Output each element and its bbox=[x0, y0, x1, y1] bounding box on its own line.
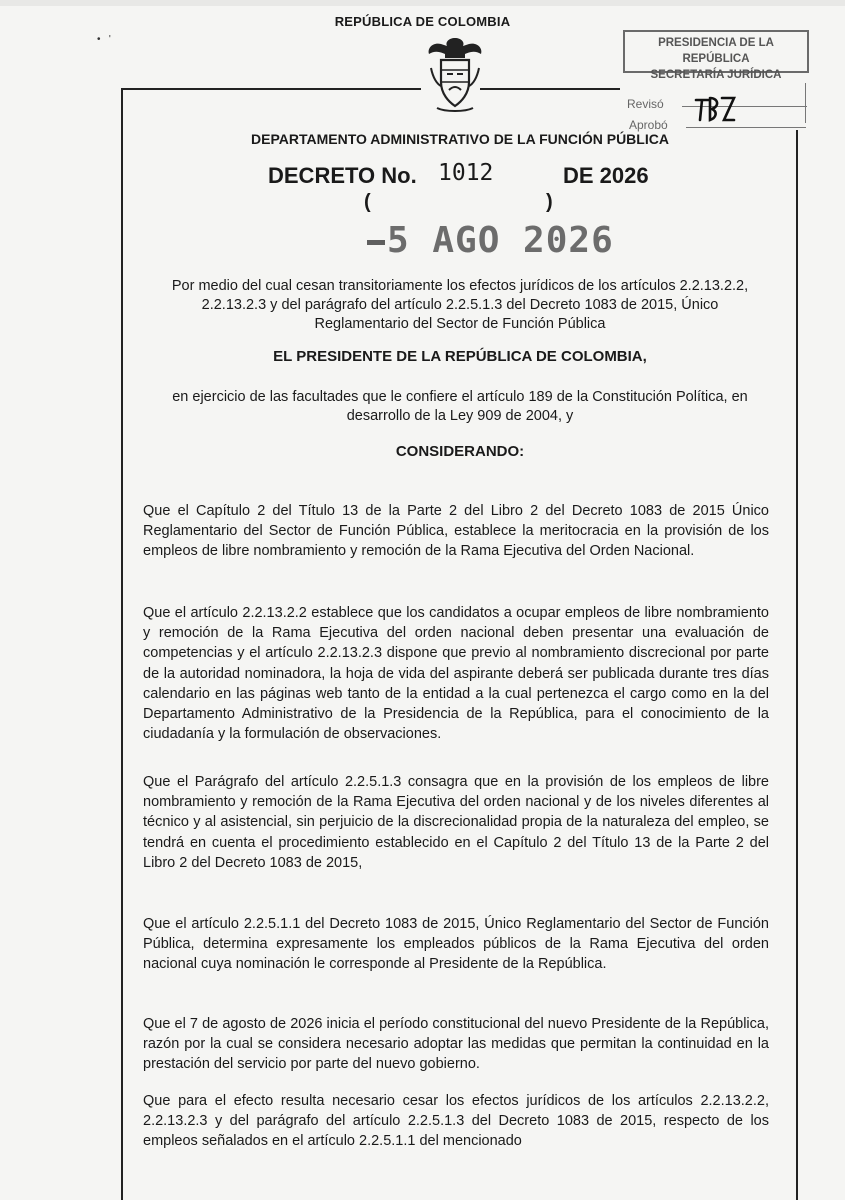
stamp-rule bbox=[805, 83, 806, 123]
considering-paragraph: Que el 7 de agosto de 2026 inicia el período constitucional del nuevo Presidente de la República, razón por la cual se considera necesario adoptar las medidas que permitan la continuidad en la prestación del servicio por parte del nuevo gobierno. bbox=[143, 1016, 769, 1073]
president-heading: EL PRESIDENTE DE LA REPÚBLICA DE COLOMBIA, bbox=[273, 348, 647, 365]
legal-secretariat-stamp bbox=[623, 30, 809, 81]
considering-paragraph: Que el Parágrafo del artículo 2.2.5.1.3 consagra que en la provisión de los empleos de libre nombramiento y remoción de la Rama Ejecutiva del orden nacional y de los niveles diferentes al técnico y al asistencial, sin perjuicio de la discrecionalidad propia de la naturaleza del empleo, se tendrá en cuenta el procedimiento establecido en el Capítulo 2 del Título 13 de la Parte 2 del Libro 2 del Decreto 1083 de 2015, bbox=[143, 774, 769, 871]
stamp-rule bbox=[686, 127, 806, 128]
considering-paragraph: Que el artículo 2.2.5.1.1 del Decreto 1083 de 2015, Único Reglamentario del Sector de Función Pública, determina expresamente los empleados públicos de la Rama Ejecutiva del orden nacional cuya nominación le corresponde al Presidente de la República. bbox=[143, 916, 769, 973]
scan-mark: • ' bbox=[97, 34, 111, 45]
decree-label: DECRETO No. bbox=[268, 163, 417, 188]
considering-paragraph: Que el Capítulo 2 del Título 13 de la Parte 2 del Libro 2 del Decreto 1083 de 2015 Único Reglamentario del Sector de Función Pública, establece la meritocracia en la provisión de los empleos de libre nombramiento y remoción de la Rama Ejecutiva del Orden Nacional. bbox=[143, 503, 769, 560]
paren-close: ) bbox=[546, 191, 553, 213]
considering-paragraph: Que para el efecto resulta necesario cesar los efectos jurídicos de los artículos 2.2.13.2.2, 2.2.13.2.3 y del parágrafo del artículo 2.2.5.1.3 del Decreto 1083 de 2015, respecto de los empleos señalados en el artículo 2.2.5.1.1 del mencionado bbox=[143, 1093, 769, 1150]
frame-left-rule bbox=[121, 88, 123, 1200]
department-header: DEPARTAMENTO ADMINISTRATIVO DE LA FUNCIÓN PÚBLICA bbox=[251, 131, 669, 147]
frame-right-rule bbox=[796, 130, 798, 1200]
stamp-approved-label: Aprobó bbox=[629, 118, 668, 132]
decree-title: Por medio del cual cesan transitoriamente los efectos jurídicos de los artículos 2.2.13.2.2, 2.2.13.2.3 y del parágrafo del artículo 2.2.5.1.3 del Decreto 1083 de 2015, Único Reglamentario del Sector de Función Pública bbox=[171, 278, 749, 332]
frame-top-rule bbox=[121, 88, 421, 90]
considering-heading: CONSIDERANDO: bbox=[395, 443, 525, 460]
considering-paragraph: Que el artículo 2.2.13.2.2 establece que los candidatos a ocupar empleos de libre nombramiento y remoción de la Rama Ejecutiva del orden nacional deben presentar una evaluación de competencias y el artículo 2.2.13.2.3 dispone que previo al nombramiento discrecional por parte de la autoridad nominadora, la hoja de vida del aspirante deberá ser publicada durante tres días calendario en las páginas web tanto de la entidad a la cual pertenezca el cargo como en la del Departamento Administrativo de la Presidencia de la República, para el conocimiento de la ciudadanía y la formulación de observaciones. bbox=[143, 605, 769, 743]
stamp-revised-label: Revisó bbox=[627, 97, 664, 111]
faculties-text: en ejercicio de las facultades que le confiere el artículo 189 de la Constitución Política, en desarrollo de la Ley 909 de 2004, y bbox=[172, 389, 748, 424]
stamp-line-1: PRESIDENCIA DE LA REPÚBLICA bbox=[658, 37, 774, 65]
initials-signature-icon bbox=[692, 92, 736, 126]
date-stamp-text: 5 AGO 2026 bbox=[387, 220, 614, 261]
paren-open: ( bbox=[364, 191, 371, 213]
date-stamp-dash bbox=[367, 240, 385, 245]
decree-year: DE 2026 bbox=[563, 163, 649, 188]
decree-number: 1012 bbox=[438, 160, 494, 186]
country-header: REPÚBLICA DE COLOMBIA bbox=[334, 14, 511, 29]
date-stamp bbox=[367, 220, 614, 261]
frame-top-rule-right bbox=[480, 88, 620, 90]
top-edge bbox=[0, 0, 845, 6]
stamp-line-2: SECRETARÍA JURÍDICA bbox=[650, 69, 782, 81]
coat-of-arms-icon bbox=[423, 34, 487, 116]
